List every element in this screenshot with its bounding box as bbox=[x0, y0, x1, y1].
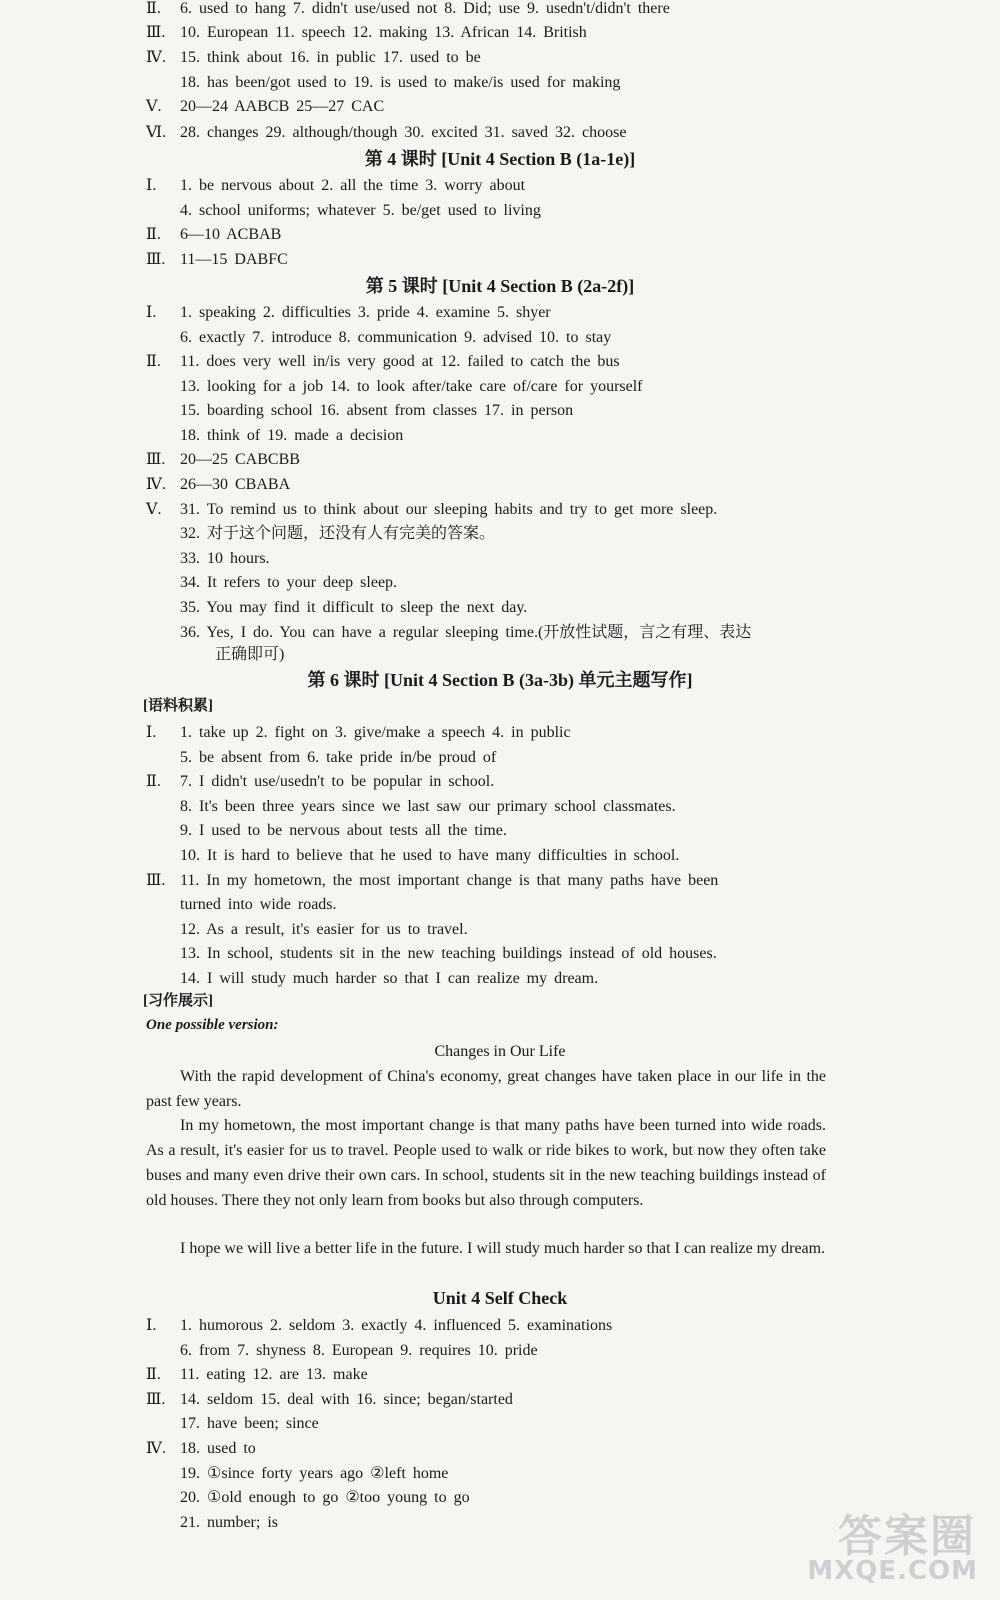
essay-paragraph: With the rapid development of China's economy, great changes have taken place in our life in the past few years. bbox=[146, 1068, 826, 1110]
answer-key-page: Ⅱ. 6. used to hang 7. didn't use/used not 8. Did; use 9. usedn't/didn't there Ⅲ. 10. European 11. speech 12. making 13. African 14. British Ⅳ. 15. think about 16. in public 17. used to be 18. has been/got used to 19. is used to make/is used for making Ⅴ. 20—24 AABCB 25—27 CAC Ⅵ. 28. changes 29. although/though 30. excited 31. saved 32. choose 第 4 课时 [Unit 4 Section B (1a-1e)] Ⅰ. 1. be nervous about 2. all the time 3. worry about 4. school uniforms; whatever 5. be/get used to living Ⅱ. 6—10 ACBAB Ⅲ. 11—15 DABFC 第 5 课时 [Unit 4 Section B (2a-2f)] Ⅰ. 1. speaking 2. difficulties 3. pride 4. examine 5. shyer 6. exactly 7. introduce 8. communication 9. advised 10. to stay Ⅱ. 11. does very well in/is very good at 12. failed to catch the bus 13. looking for a job 14. to look after/take care of/care for yourself 15. boarding school 16. absent from classes 17. in person 18. think of 19. made a decision Ⅲ. 20—25 CABCBB Ⅳ. 26—30 CBABA Ⅴ. 31. To remind us to think about our sleeping habits and try to get more sleep. 32. 对于这个问题，还没有人有完美的答案。 33. 10 hours. 34. It refers to your deep sleep. 35. You may find it difficult to sleep the next day. 36. Yes, I do. You can have a regular sleeping time.(开放性试题，言之有理、表达 正确即可) 第 6 课时 [Unit 4 Section B (3a-3b) 单元主题写作] [语料积累] Ⅰ. 1. take up 2. fight on 3. give/make a speech 4. in public 5. be absent from 6. take pride in/be proud of Ⅱ. 7. I didn't use/usedn't to be popular in school. 8. It's been three years since we last saw our primary school classmates. 9. I used to be nervous about tests all the time. 10. It is hard to believe that he used to have many difficulties in school. Ⅲ. 11. In my hometown, the most important change is that many paths have been turned into wide roads. 12. As a result, it's easier for us to travel. 13. In school, students sit in the new teaching buildings instead of old houses. 14. I will study much harder so that I can realize my dream. [习作展示] One possible version: Changes in Our Life With the rapid development of China's economy, great changes have taken place in our life in the past few years. In my hometown, the most important change is that many paths have been turned into wide roads. As a result, it's easier for us to travel. People used to walk or ride bikes to work, but now they often take buses and many even drive their own cars. In school, students sit in the new teaching buildings instead of old houses. There they not only learn from books but also through computers. I hope we will live a better life in the future. I will study much harder so that I can realize my dream. Unit 4 Self Check Ⅰ. 1. humorous 2. seldom 3. exactly 4. influenced 5. examinations 6. from 7. shyness 8. European 9. requires 10. pride Ⅱ. 11. eating 12. are 13. make Ⅲ. 14. seldom 15. deal with 16. since; began/started 17. have been; since Ⅳ. 18. used to 19. ①since forty years ago ②left home 20. ①old enough to go ②too young to go 21. number; is 答案圈 MXQE.COM bbox=[0, 0, 1000, 1600]
site-watermark bbox=[807, 1498, 982, 1590]
self-check-heading: Unit 4 Self Check bbox=[432, 1288, 568, 1308]
essay-paragraph: In my hometown, the most important change is that many paths have been turned into wide roads. As a result, it's easier for us to travel. People used to walk or ride bikes to work, but now they often take buses and many even drive their own cars. In school, students sit in the new teaching buildings instead of old houses. There they not only learn from books but also through computers. bbox=[146, 1117, 826, 1209]
essay-paragraph: I hope we will live a better life in the future. I will study much harder so that I can realize my dream. bbox=[180, 1240, 826, 1257]
essay-title: Changes in Our Life bbox=[434, 1043, 566, 1060]
section-tag-vocab: [语料积累] bbox=[143, 698, 213, 714]
section-tag-writing: [习作展示] bbox=[143, 993, 213, 1009]
version-label: One possible version: bbox=[146, 1017, 279, 1033]
lesson-6-heading: 第 6 课时 [Unit 4 Section B (3a-3b) 单元主题写作] bbox=[307, 670, 693, 690]
lesson-5-heading: 第 5 课时 [Unit 4 Section B (2a-2f)] bbox=[365, 276, 635, 296]
watermark-url: MXQE.COM bbox=[807, 1556, 978, 1586]
watermark-logo-text: 答案圈 bbox=[838, 1511, 976, 1562]
lesson-4-heading: 第 4 课时 [Unit 4 Section B (1a-1e)] bbox=[364, 149, 636, 169]
